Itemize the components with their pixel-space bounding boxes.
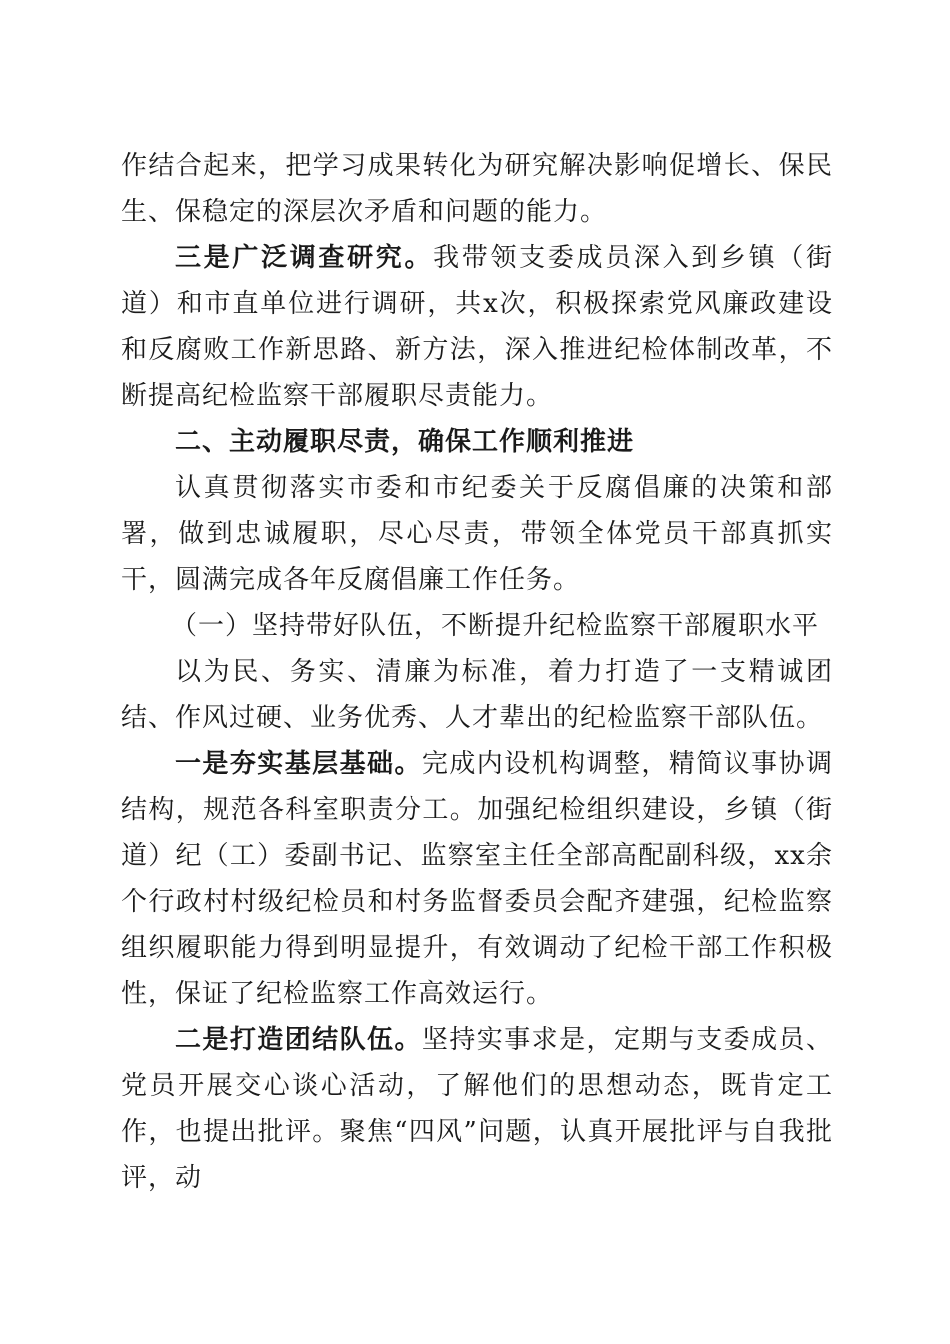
document-body	[121, 143, 833, 1201]
section-heading: 二、主动履职尽责，确保工作顺利推进	[175, 427, 635, 457]
paragraph-continuation: 作结合起来，把学习成果转化为研究解决影响促增长、保民生、保稳定的深层次矛盾和问题的能力。	[121, 151, 833, 227]
paragraph-lead-grassroots: 一是夯实基层基础。	[175, 749, 422, 779]
paragraph-section-intro: 认真贯彻落实市委和市纪委关于反腐倡廉的决策和部署，做到忠诚履职，尽心尽责，带领全体党员干部真抓实干，圆满完成各年反腐倡廉工作任务。	[121, 473, 833, 595]
paragraph-unity	[121, 1017, 833, 1201]
paragraph-lead-unity: 二是打造团结队伍。	[175, 1025, 422, 1055]
paragraph-body-unity: 坚持实事求是，定期与支委成员、党员开展交心谈心活动，了解他们的思想动态，既肯定工作，也提出批评。聚焦“四风”问题，认真开展批评与自我批评，动	[121, 1025, 833, 1193]
paragraph-lead-research: 三是广泛调查研究。	[175, 243, 434, 273]
paragraph-team-standard: 以为民、务实、清廉为标准，着力打造了一支精诚团结、作风过硬、业务优秀、人才辈出的纪检监察干部队伍。	[121, 657, 833, 733]
paragraph-body-research: 我带领支委成员深入到乡镇（街道）和市直单位进行调研，共x次，积极探索党风廉政建设和反腐败工作新思路、新方法，深入推进纪检体制改革，不断提高纪检监察干部履职尽责能力。	[121, 243, 833, 411]
paragraph-research	[121, 235, 833, 419]
paragraph-body-grassroots: 完成内设机构调整，精简议事协调结构，规范各科室职责分工。加强纪检组织建设，乡镇（街道）纪（工）委副书记、监察室主任全部高配副科级，xx余个行政村村级纪检员和村务监督委员会配齐建强，纪检监察组织履职能力得到明显提升，有效调动了纪检干部工作积极性，保证了纪检监察工作高效运行。	[121, 749, 833, 1009]
paragraph-grassroots	[121, 741, 833, 1017]
subsection-heading: （一）坚持带好队伍，不断提升纪检监察干部履职水平	[171, 611, 820, 641]
